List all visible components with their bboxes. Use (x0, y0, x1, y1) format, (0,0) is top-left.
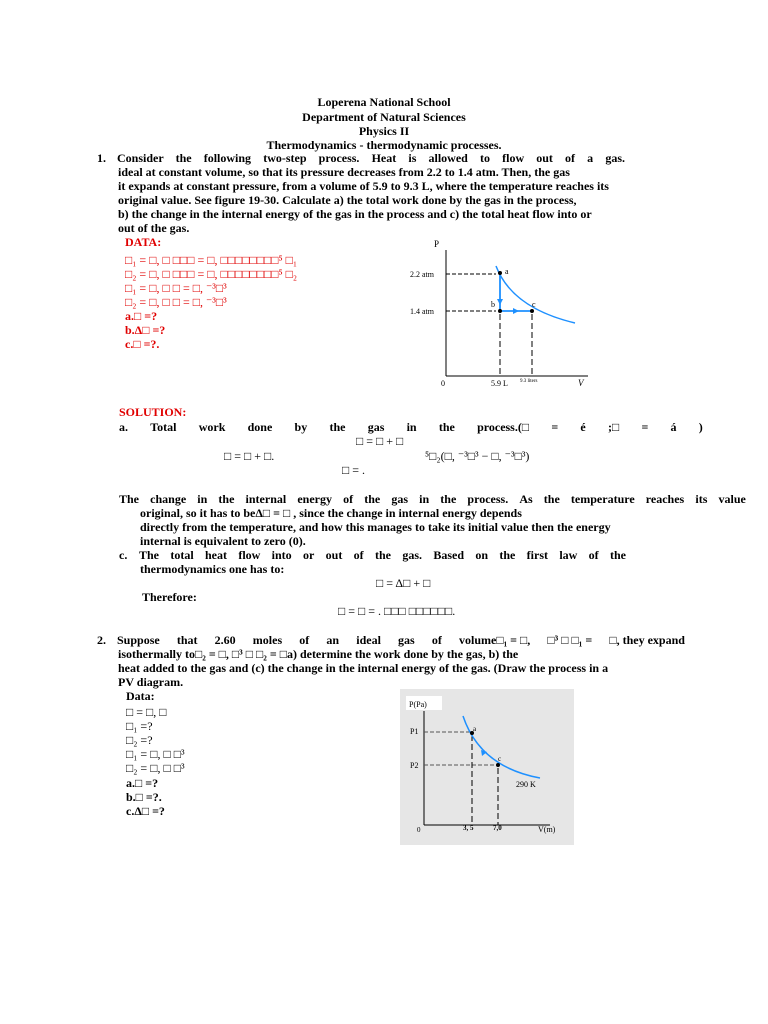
problem-1-unknown-a: a.□ =? (125, 309, 158, 323)
problem-1-data-line: □₁ = □, □ □□□ = □, □□□□□□□□⁵ □₁ (125, 253, 298, 267)
fig1-v-low-label: 5.9 L (491, 379, 508, 388)
fig2-label-c: c (498, 755, 502, 763)
fig2-p1-label: P1 (410, 727, 419, 736)
figure-1-pv-diagram (400, 236, 600, 396)
fig1-point-b (498, 309, 502, 313)
equation-work-result: □ = . (342, 463, 366, 477)
problem-2-unknown-a: a.□ =? (126, 776, 159, 790)
fig1-arrow-right (513, 308, 519, 314)
department-name: Department of Natural Sciences (302, 110, 466, 124)
solution-b-line-4: internal is equivalent to zero (0). (140, 534, 306, 548)
problem-1-line-4: original value. See figure 19-30. Calculate a) the total work done by the gas in the process, (118, 193, 577, 207)
problem-1-line-5: b) the change in the internal energy of the gas in the process and c) the total heat flow into or (118, 207, 592, 221)
fig1-p-low-label: 1.4 atm (410, 307, 434, 316)
fig1-p-axis-label: P (434, 239, 440, 249)
problem-1-data-line: □₂ = □, □ □ = □, ⁻³□³ (125, 295, 227, 309)
problem-1-line-1: Consider the following two-step process. Heat is allowed to flow out of a gas. (117, 151, 625, 165)
fig1-point-a (498, 271, 502, 275)
solution-title: SOLUTION: (119, 405, 187, 419)
fig2-v2-label: 7,0 (493, 824, 502, 832)
school-name: Loperena National School (317, 95, 451, 109)
solution-b-line-3: directly from the temperature, and how this manages to take its initial value then the energy (140, 520, 611, 534)
fig2-point-c (496, 763, 500, 767)
solution-a-line: a. Total work done by the gas in the process.(□ = é ;□ = á ) (119, 420, 703, 434)
fig2-p2-label: P2 (410, 761, 419, 770)
fig2-v-axis-label: V(m) (538, 825, 556, 834)
therefore-label: Therefore: (142, 590, 197, 604)
problem-1-number: 1. (97, 151, 106, 165)
fig1-v-high-label: 9.3 liters (520, 379, 538, 384)
problem-2-line-4: PV diagram. (118, 675, 184, 689)
problem-2-data-line: □ = □, □ (126, 705, 167, 719)
fig1-arrow-down (497, 299, 503, 305)
problem-2-data-line: □₁ =? (126, 719, 153, 733)
fig2-label-a: a (473, 725, 477, 733)
problem-1-unknown-b: b.Δ□ =? (125, 323, 166, 337)
topic-title: Thermodynamics - thermodynamic processes. (266, 138, 502, 152)
fig1-label-a: a (505, 267, 509, 276)
course-name: Physics II (358, 124, 410, 138)
fig2-temp-label: 290 K (516, 780, 536, 789)
problem-1-data-line: □₁ = □, □ □ = □, ⁻³□³ (125, 281, 227, 295)
problem-2-unknown-c: c.Δ□ =? (126, 804, 165, 818)
solution-c-line-1: The total heat flow into or out of the gas. Based on the first law of the (139, 548, 626, 562)
equation-first-law: □ = Δ□ + □ (376, 576, 431, 590)
solution-b-line-1: The change in the internal energy of the gas in the process. As the temperature reaches its value (119, 492, 746, 506)
solution-c-line-2: thermodynamics one has to: (140, 562, 285, 576)
problem-2-line-2: isothermally to□₂ = □, □³ □ □₂ = □a) determine the work done by the gas, b) the (118, 647, 519, 661)
figure-2-pv-diagram (400, 689, 574, 845)
problem-1-data-line: □₂ = □, □ □□□ = □, □□□□□□□□⁵ □₂ (125, 267, 298, 281)
fig1-p-high-label: 2.2 atm (410, 270, 434, 279)
problem-1-data-title: DATA: (125, 235, 162, 249)
problem-2-unknown-b: b.□ =?. (126, 790, 162, 804)
equation-heat-result: □ = □ = . □□□ □□□□□□. (338, 604, 456, 618)
fig1-label-b: b (491, 300, 495, 309)
problem-2-data-title: Data: (126, 689, 155, 703)
fig1-v-axis-label: V (578, 378, 584, 388)
problem-2-number: 2. (97, 633, 106, 647)
equation-work-sum: □ = □ + □ (356, 434, 404, 448)
problem-2-data-line: □₁ = □, □ □³ (126, 747, 185, 761)
solution-c-number: c. (119, 548, 128, 562)
problem-2-data-line: □₂ = □, □ □³ (126, 761, 185, 775)
problem-2-line-3: heat added to the gas and (c) the change in the internal energy of the gas. (Draw the process in a (118, 661, 609, 675)
problem-1-line-2: ideal at constant volume, so that its pressure decreases from 2.2 to 1.4 atm. Then, the gas (118, 165, 570, 179)
problem-1-line-6: out of the gas. (118, 221, 190, 235)
fig1-point-c (530, 309, 534, 313)
equation-work-values: ⁵□₂(□, ⁻³□³ − □, ⁻³□³) (425, 449, 530, 463)
problem-2-data-line: □₂ =? (126, 733, 153, 747)
problem-1-line-3: it expands at constant pressure, from a volume of 5.9 to 9.3 L, where the temperature reaches its (118, 179, 609, 193)
problem-2-line-1: Suppose that 2.60 moles of an ideal gas of volume□₁ = □, □³ □ □₁ = □, they expand (117, 633, 685, 647)
fig2-p-axis-label: P(Pa) (409, 700, 427, 709)
equation-work-substitution: □ = □ + □. (224, 449, 275, 463)
fig1-label-c: c (532, 300, 536, 309)
fig2-origin: 0 (417, 826, 421, 834)
fig2-v1-label: 3, 5 (463, 824, 474, 832)
solution-b-line-2: original, so it has to beΔ□ = □ , since the change in internal energy depends (140, 506, 522, 520)
problem-1-unknown-c: c.□ =?. (125, 337, 160, 351)
fig1-origin: 0 (441, 379, 445, 388)
